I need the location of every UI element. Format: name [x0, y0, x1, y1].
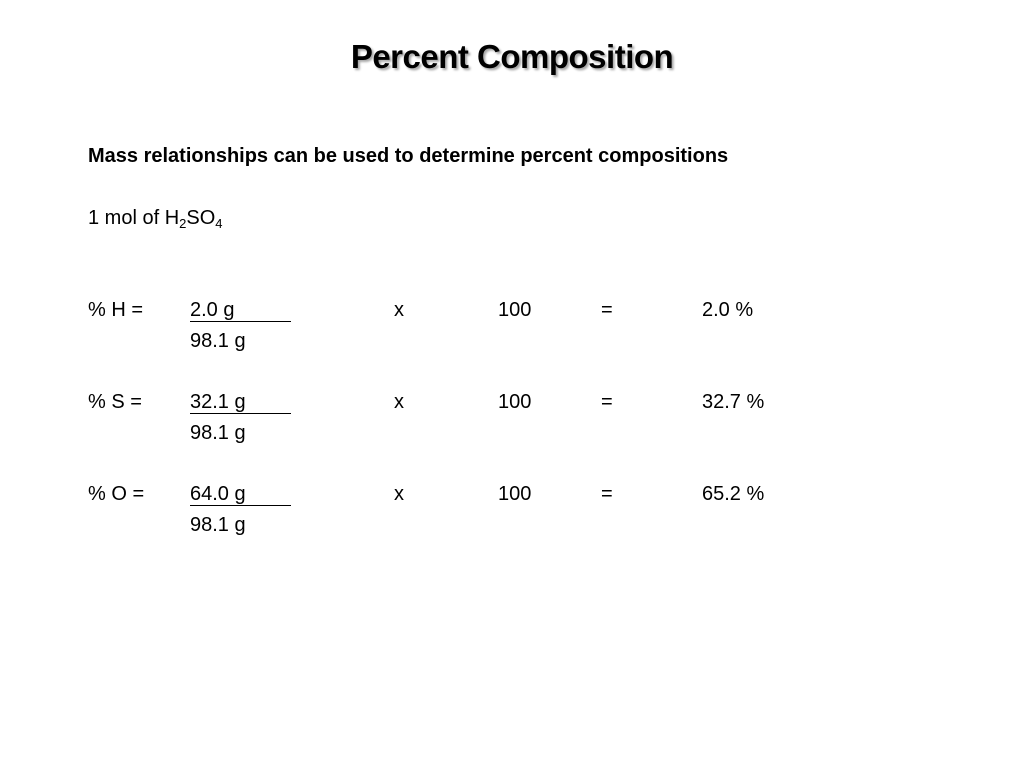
row-result: 32.7 %: [702, 391, 765, 413]
row-factor: 100: [498, 483, 532, 505]
row-result: 65.2 %: [702, 483, 765, 505]
row-denominator: 98.1 g: [190, 422, 246, 444]
row-denominator: 98.1 g: [190, 330, 246, 352]
row-numerator: 2.0 g: [190, 299, 291, 322]
multiply-sign: x: [394, 299, 404, 321]
equals-sign: =: [601, 391, 613, 413]
compound-subscript-h: 2: [179, 216, 187, 231]
compound-middle: SO: [186, 207, 216, 229]
row-denominator: 98.1 g: [190, 514, 246, 536]
multiply-sign: x: [394, 483, 404, 505]
calc-row-oxygen: [88, 483, 888, 543]
compound-formula: [88, 207, 223, 231]
intro-text: Mass relationships can be used to determine percent compositions: [88, 145, 729, 167]
compound-prefix: 1 mol of H: [88, 207, 180, 229]
slide-title: Percent Composition: [350, 38, 674, 75]
row-numerator: 64.0 g: [190, 483, 291, 506]
equals-sign: =: [601, 299, 613, 321]
row-label: % H =: [88, 299, 144, 321]
compound-subscript-o: 4: [215, 216, 223, 231]
calc-row-hydrogen: [88, 299, 888, 359]
row-label: % S =: [88, 391, 142, 413]
calc-row-sulfur: [88, 391, 888, 451]
row-factor: 100: [498, 391, 532, 413]
row-factor: 100: [498, 299, 532, 321]
row-result: 2.0 %: [702, 299, 754, 321]
row-label: % O =: [88, 483, 145, 505]
row-numerator: 32.1 g: [190, 391, 291, 414]
equals-sign: =: [601, 483, 613, 505]
multiply-sign: x: [394, 391, 404, 413]
